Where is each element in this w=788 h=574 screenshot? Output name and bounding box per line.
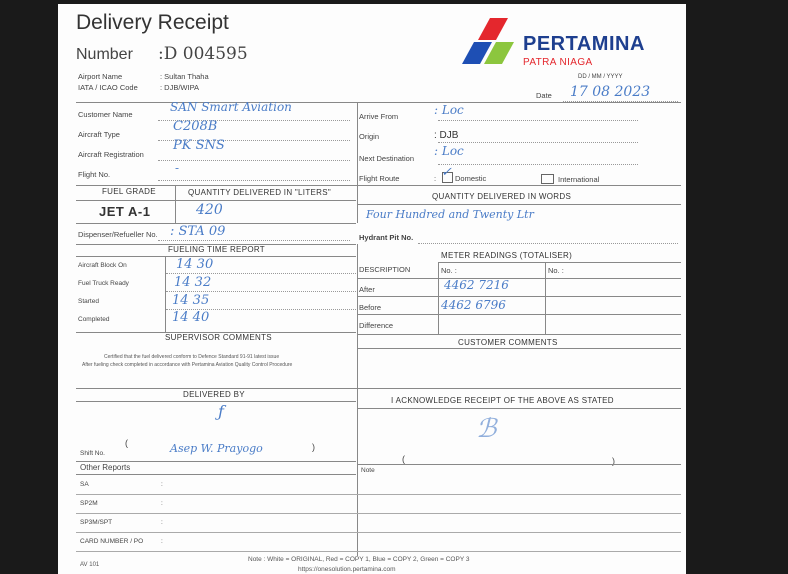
airport-code-value: : DJB/WIPA xyxy=(160,83,200,92)
meter-row-line-2 xyxy=(358,296,681,297)
flight-no-label: Flight No. xyxy=(78,170,111,179)
report-line-1 xyxy=(76,494,681,495)
delivered-by-signature: Asep W. Prayogo xyxy=(170,442,263,455)
report-card-colon: : xyxy=(161,538,163,545)
report-sa-colon: : xyxy=(161,481,163,488)
pertamina-logo xyxy=(450,16,520,66)
origin-line xyxy=(438,142,638,143)
customer-name-label: Customer Name xyxy=(78,110,133,119)
fuel-grade-header: FUEL GRADE xyxy=(102,187,156,196)
acknowledge-signature: ℬ xyxy=(476,414,497,444)
delivered-by-top-line xyxy=(76,388,681,389)
fueling-time-header-line xyxy=(76,256,356,257)
quantity-words-value: Four Hundred and Twenty Ltr xyxy=(366,208,534,221)
date-format: DD / MM / YYYY xyxy=(578,74,623,80)
header-divider xyxy=(76,102,681,103)
form-title: Delivery Receipt xyxy=(76,11,229,34)
meter-desc-divider xyxy=(438,262,439,334)
meter-readings-header: METER READINGS (TOTALISER) xyxy=(441,251,573,260)
delivered-close-paren: ) xyxy=(312,442,315,452)
note-top-line xyxy=(358,464,681,465)
aircraft-registration-line xyxy=(158,160,350,161)
airport-name-value: : Sultan Thaha xyxy=(160,72,209,81)
flight-route-label: Flight Route xyxy=(359,174,400,183)
delivery-receipt-form xyxy=(58,4,686,574)
report-line-4 xyxy=(76,551,681,552)
center-divider-top xyxy=(357,103,358,185)
supervisor-comment-line1: Certified that the fuel delivered conform to Defence Standard 91-91 latest issue xyxy=(104,354,280,360)
meter-difference-label: Difference xyxy=(359,321,394,330)
delivered-by-header-line xyxy=(76,401,356,402)
fuel-grade-value: JET A-1 xyxy=(99,204,151,219)
arrive-from-label: Arrive From xyxy=(359,112,399,121)
block-on-value: 14 30 xyxy=(176,257,214,272)
supervisor-comments-header: SUPERVISOR COMMENTS xyxy=(165,333,272,342)
fuel-grade-divider xyxy=(175,185,176,223)
arrive-from-value: : Loc xyxy=(434,103,464,117)
block-on-label: Aircraft Block On xyxy=(78,262,127,269)
truck-ready-line xyxy=(166,291,356,292)
started-label: Started xyxy=(78,298,99,305)
aircraft-type-label: Aircraft Type xyxy=(78,130,120,139)
words-header-bottom-line xyxy=(358,204,681,205)
meter-after-label: After xyxy=(359,285,375,294)
meter-row-line-1 xyxy=(358,278,681,279)
domestic-checkmark: ✓ xyxy=(441,165,452,180)
block-on-line xyxy=(166,273,356,274)
arrive-from-line xyxy=(438,120,638,121)
date-value: 17 08 2023 xyxy=(570,84,651,100)
meter-before-label: Before xyxy=(359,303,382,312)
number-value: :D 004595 xyxy=(158,44,248,64)
dispenser-line xyxy=(158,240,350,241)
hydrant-pit-label: Hydrant Pit No. xyxy=(359,233,414,242)
fueling-time-divider xyxy=(165,256,166,332)
date-label: Date xyxy=(536,91,552,100)
note-label: Note xyxy=(361,467,375,474)
meter-header-line xyxy=(438,262,681,263)
international-checkbox[interactable] xyxy=(541,174,554,184)
airport-name-label: Airport Name xyxy=(78,72,123,81)
center-divider-bottom xyxy=(357,334,358,556)
delivered-by-header: DELIVERED BY xyxy=(183,390,245,399)
number-label: Number xyxy=(76,46,133,63)
acknowledge-header: I ACKNOWLEDGE RECEIPT OF THE ABOVE AS STATED xyxy=(391,396,614,405)
customer-comments-line xyxy=(358,348,681,349)
delivered-by-scribble: ƒ xyxy=(218,402,224,421)
aircraft-registration-value: PK SNS xyxy=(173,138,225,153)
quantity-words-header: QUANTITY DELIVERED IN WORDS xyxy=(432,192,572,201)
footer-url[interactable]: https://onesolution.pertamina.com xyxy=(298,566,396,573)
pertamina-logo-mark xyxy=(450,16,520,66)
shift-no-label: Shift No. xyxy=(80,450,105,457)
report-sp3m-colon: : xyxy=(161,519,163,526)
quantity-liters-value: 420 xyxy=(196,202,223,218)
report-line-2 xyxy=(76,513,681,514)
report-card-label: CARD NUMBER / PO xyxy=(80,538,144,545)
domestic-label: Domestic xyxy=(455,174,487,183)
other-reports-top-line xyxy=(76,461,356,462)
started-value: 14 35 xyxy=(172,293,210,308)
meter-no-label-2: No. : xyxy=(548,266,564,275)
fueling-time-header: FUELING TIME REPORT xyxy=(168,245,265,254)
international-label: International xyxy=(558,175,600,184)
acknowledge-header-line xyxy=(358,408,681,409)
flight-no-line xyxy=(158,180,350,181)
truck-ready-label: Fuel Truck Ready xyxy=(78,280,129,287)
other-reports-header: Other Reports xyxy=(80,463,131,472)
aircraft-registration-label: Aircraft Registration xyxy=(78,150,144,159)
dispenser-value: : STA 09 xyxy=(170,224,226,239)
meter-after-value: 4462 7216 xyxy=(444,278,509,292)
customer-name-value: SAN Smart Aviation xyxy=(170,100,292,114)
dispenser-label: Dispenser/Refueller No. xyxy=(78,230,158,239)
report-sp2m-label: SP2M xyxy=(80,500,98,507)
origin-value: : DJB xyxy=(434,130,459,141)
meter-bottom-line xyxy=(358,334,681,335)
footer-code: AV 101 xyxy=(80,562,100,568)
brand-name: PERTAMINA xyxy=(523,33,645,55)
meter-before-value: 4462 6796 xyxy=(441,298,506,312)
report-sp2m-colon: : xyxy=(161,500,163,507)
next-destination-line xyxy=(438,164,638,165)
next-destination-value: : Loc xyxy=(434,144,464,158)
fuel-header-bottom-line xyxy=(76,200,356,201)
quantity-liters-header: QUANTITY DELIVERED IN "LITERS" xyxy=(188,188,332,197)
report-sp3m-label: SP3M/SPT xyxy=(80,519,113,526)
supervisor-comment-line2: After fueling check completed in accordance with Pertamina Aviation Quality Control Procedure xyxy=(82,362,293,368)
other-reports-header-line xyxy=(76,474,356,475)
meter-row-line-3 xyxy=(358,314,681,315)
acknowledge-close-paren: ) xyxy=(612,456,615,466)
meter-no-label-1: No. : xyxy=(441,266,457,275)
hydrant-pit-line xyxy=(418,243,678,244)
meter-no-divider xyxy=(545,262,546,334)
center-divider-mid xyxy=(357,244,358,334)
report-line-3 xyxy=(76,532,681,533)
completed-label: Completed xyxy=(78,316,110,323)
brand-sub: PATRA NIAGA xyxy=(523,57,593,68)
meter-description-label: DESCRIPTION xyxy=(359,265,411,274)
footer-copy-note: Note : White = ORIGINAL, Red = COPY 1, Blue = COPY 2, Green = COPY 3 xyxy=(248,556,470,563)
customer-comments-header: CUSTOMER COMMENTS xyxy=(458,338,558,347)
acknowledge-open-paren: ( xyxy=(402,454,405,464)
completed-value: 14 40 xyxy=(172,310,210,325)
report-sa-label: SA xyxy=(80,481,89,488)
airport-code-label: IATA / ICAO Code xyxy=(78,83,138,92)
flight-no-value: - xyxy=(175,161,180,175)
origin-label: Origin xyxy=(359,132,380,141)
flight-route-colon: : xyxy=(434,174,437,183)
delivered-open-paren: ( xyxy=(125,438,128,448)
truck-ready-value: 14 32 xyxy=(174,275,212,290)
next-destination-label: Next Destination xyxy=(359,154,415,163)
fuel-header-top-line xyxy=(76,185,681,186)
aircraft-type-value: C208B xyxy=(173,119,218,134)
